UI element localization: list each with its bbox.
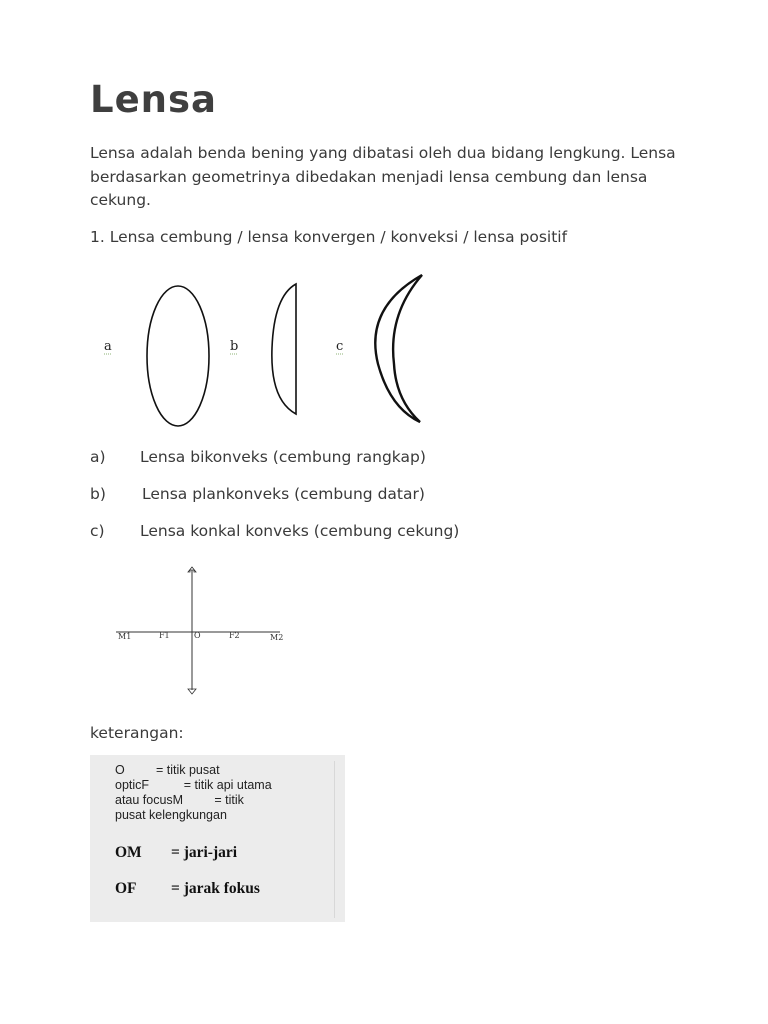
legend-value: = jari-jari <box>171 844 238 861</box>
plano-convex-lens-shape <box>272 284 296 414</box>
biconvex-lens-shape <box>147 286 209 426</box>
list-text: Lensa bikonveks (cembung rangkap) <box>140 448 426 466</box>
intro-paragraph: Lensa adalah benda bening yang dibatasi oleh dua bidang lengkung. Lensa berdasarkan geometrinya dibedakan menjadi lensa cembung dan lensa cekung. <box>90 144 676 209</box>
legend-value: = jarak fokus <box>171 880 260 897</box>
legend-row-om <box>115 844 237 862</box>
lens-type-b <box>90 483 425 505</box>
lens-label-c: c <box>336 339 344 354</box>
axis-label-m1: M1 <box>118 632 132 641</box>
lens-label-b: b <box>230 339 239 354</box>
section-heading-convex: 1. Lensa cembung / lensa konvergen / konveksi / lensa positif <box>90 228 568 246</box>
lens-label-a: a <box>104 339 112 354</box>
keterangan-label: keterangan: <box>90 724 184 742</box>
list-text: Lensa konkal konveks (cembung cekung) <box>140 522 460 540</box>
axis-label-o: O <box>194 631 201 640</box>
axis-label-f2: F2 <box>229 631 240 640</box>
axis-label-m2: M2 <box>270 633 284 642</box>
legend-definitions: O = titik pusat opticF = titik api utama atau focusM = titik pusat kelengkungan <box>115 763 272 822</box>
list-text: Lensa plankonveks (cembung datar) <box>142 485 425 503</box>
page-title: Lensa <box>90 78 218 121</box>
concave-convex-lens-shape <box>375 275 422 422</box>
convex-lens-figure <box>90 268 450 433</box>
legend-divider <box>334 761 335 918</box>
list-marker: a) <box>90 448 106 466</box>
list-marker: b) <box>90 485 106 503</box>
list-marker: c) <box>90 522 105 540</box>
legend-key: OF <box>115 880 137 897</box>
legend-row-of <box>115 880 260 898</box>
legend-box <box>90 755 345 922</box>
axis-label-f1: F1 <box>159 631 170 640</box>
lens-type-a <box>90 446 426 468</box>
lens-axis-diagram <box>90 560 300 702</box>
lens-type-c <box>90 520 459 542</box>
legend-key: OM <box>115 844 142 861</box>
